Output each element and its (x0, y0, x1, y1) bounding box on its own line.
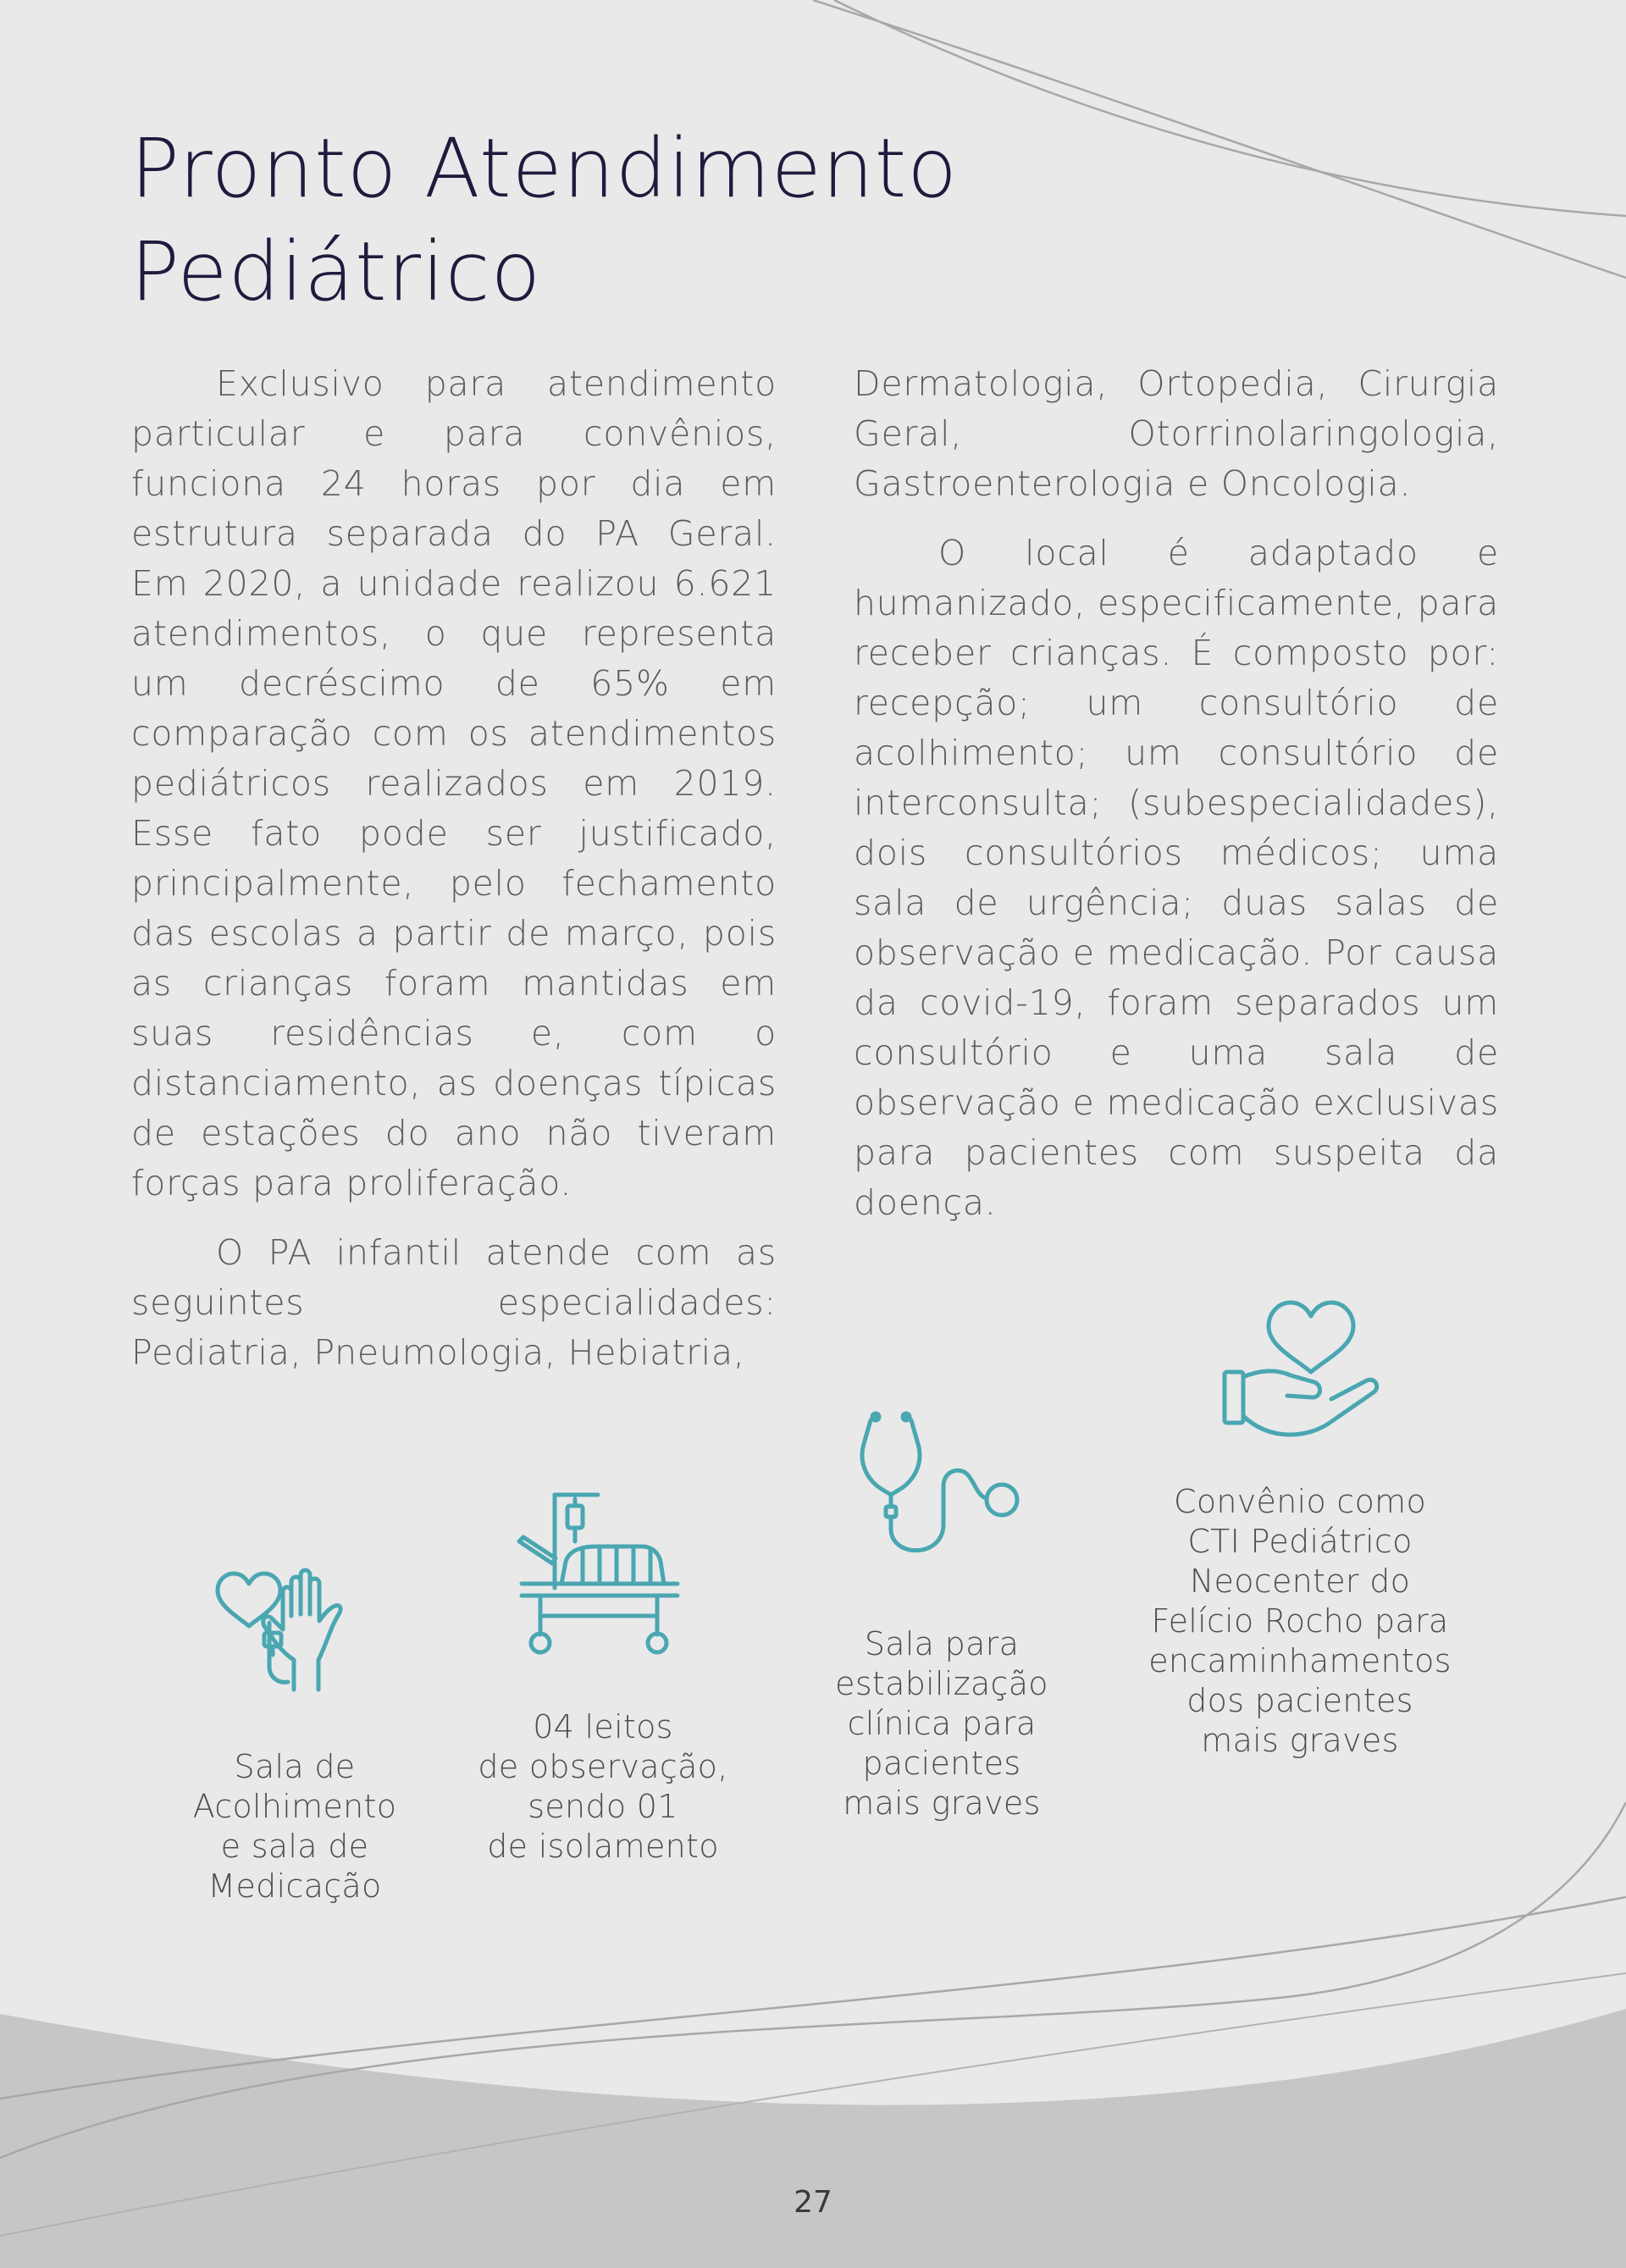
footer-wave (0, 2009, 1626, 2268)
text-column-right (854, 359, 1499, 1247)
paragraph-specialties-continued: Dermatologia, Ortopedia, Cirurgia Geral, Otorrinolaringologia, Gastroenterologia e Oncologia. (854, 363, 1499, 504)
feature-caption-leitos: 04 leitos de observação, sendo 01 de isolamento (478, 1708, 728, 1865)
page-title-line-2: Pediátrico (130, 224, 542, 319)
hand-heart-iv-icon (213, 1541, 383, 1702)
feature-caption-estabilizacao: Sala para estabilização clínica para pacientes mais graves (835, 1625, 1048, 1822)
page-title (130, 117, 958, 324)
text-column-left (131, 359, 777, 1397)
hospital-bed-icon (515, 1491, 684, 1660)
paragraph-specialties: O PA infantil atende com as seguintes especialidades: Pediatria, Pneumologia, Hebiatria, (131, 1232, 777, 1373)
feature-caption-acolhimento: Sala de Acolhimento e sala de Medicação (192, 1748, 397, 1905)
stethoscope-icon (859, 1410, 1028, 1579)
page-number: 27 (794, 2185, 832, 2220)
feature-caption-convenio: Convênio como CTI Pediátrico Neocenter do Felício Rocho para encaminhamentos dos pacientes mais graves (1148, 1483, 1452, 1759)
paragraph-facilities: O local é adaptado e humanizado, especificamente, para receber crianças. É composto por: recepção; um consultório de acolhimento; um consultório de interconsulta; (subespecialidades), dois consultórios médicos; uma sala de urgência; duas salas de observação e medicação. Por causa da covid-19, foram separados um consultório e uma sala de observação e medicação exclusivas para pacientes com suspeita da doença. (854, 533, 1499, 1223)
paragraph-intro: Exclusivo para atendimento particular e para convênios, funciona 24 horas por dia em estrutura separada do PA Geral. Em 2020, a unidade realizou 6.621 atendimentos, o que representa um decréscimo de 65% em comparação com os atendimentos pediátricos realizados em 2019. Esse fato pode ser justificado, principalmente, pelo fechamento das escolas a partir de março, pois as crianças foram mantidas em suas residências e, com o distanciamento, as doenças típicas de estações do ano não tiveram forças para proliferação. (131, 363, 777, 1203)
page-title-line-1: Pronto Atendimento (130, 121, 958, 216)
heart-in-hand-icon (1220, 1296, 1389, 1448)
